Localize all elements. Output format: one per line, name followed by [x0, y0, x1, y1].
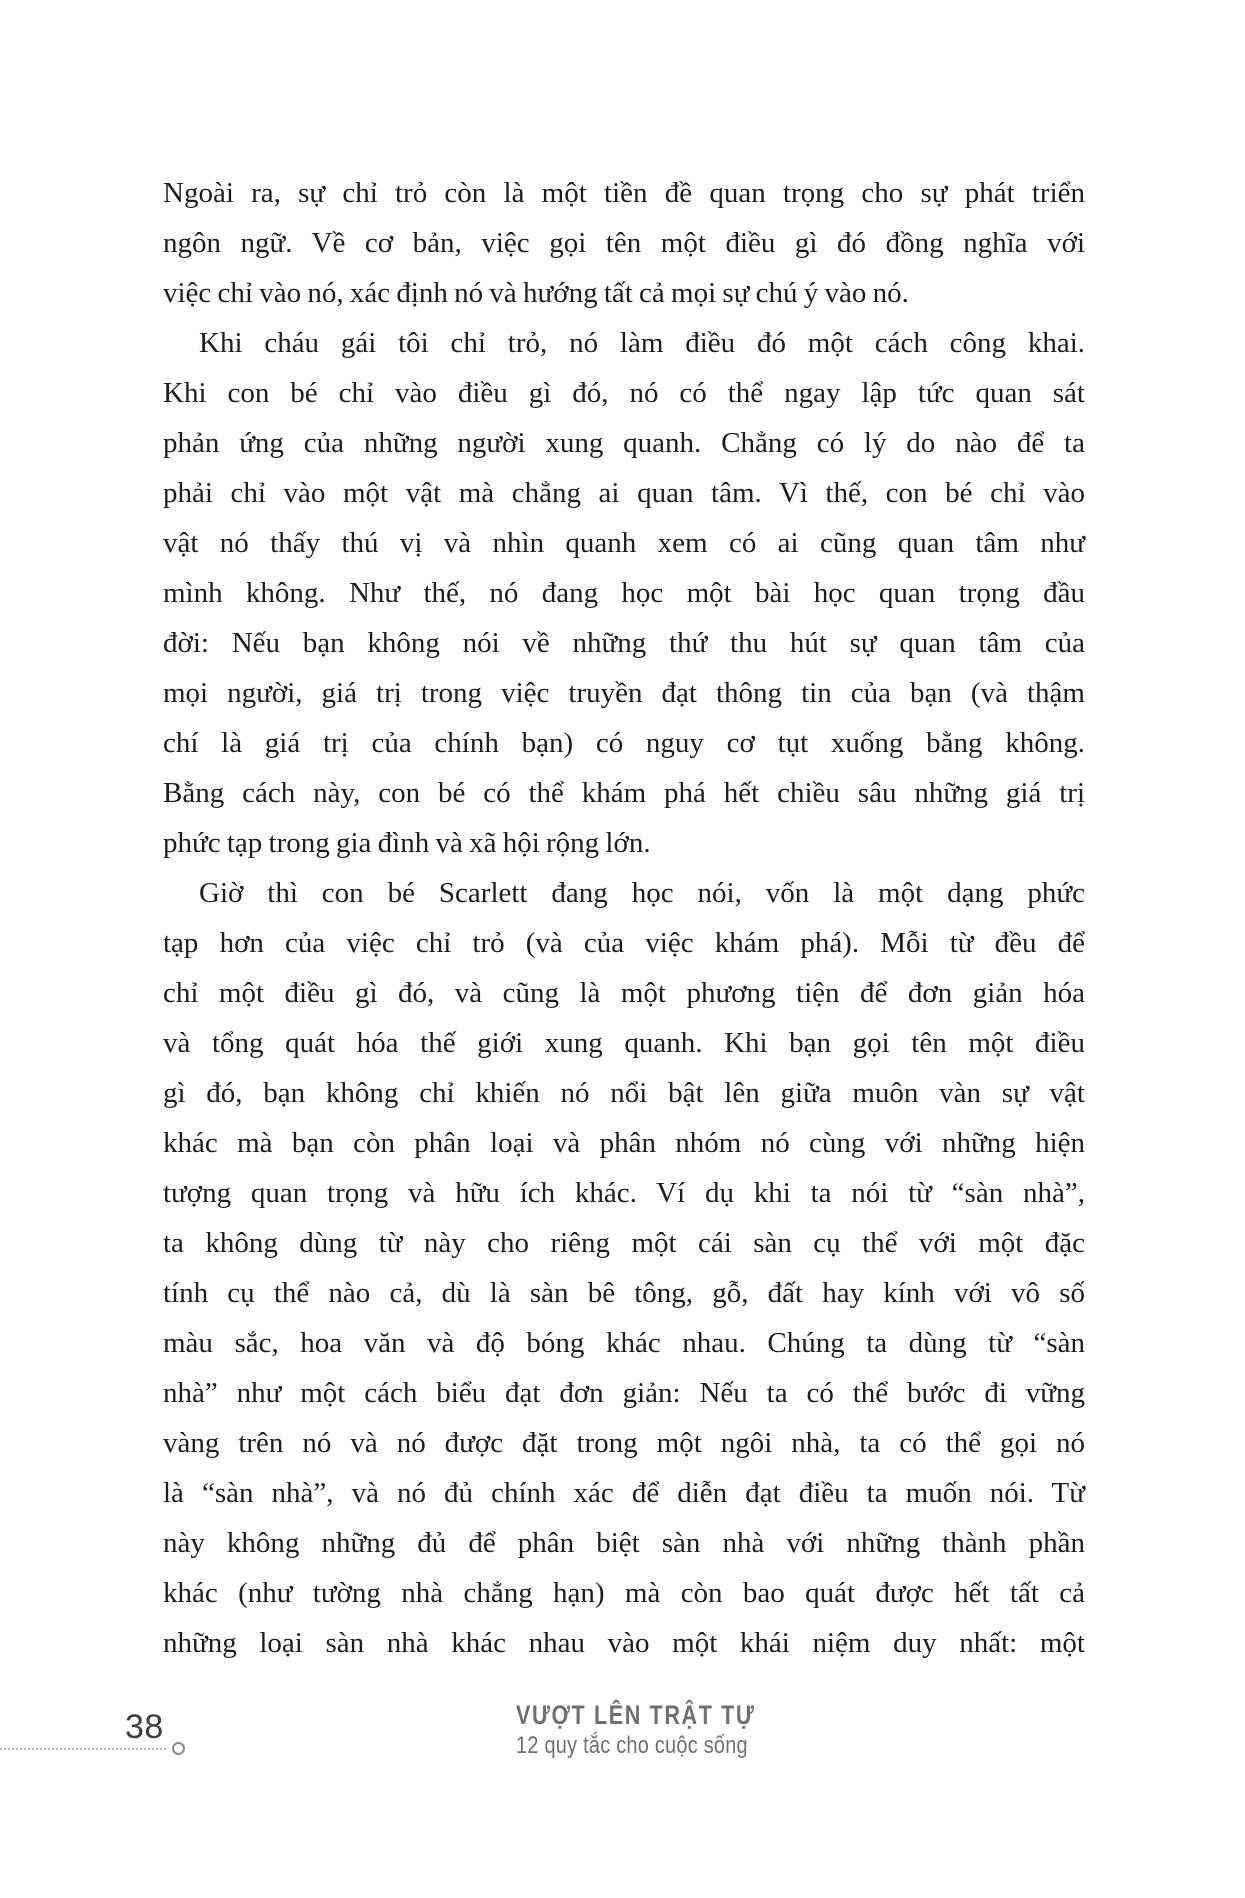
text-line: gì đó, bạn không chỉ khiến nó nổi bật lên giữa muôn vàn sự vật [163, 1077, 1085, 1109]
text-line: đời: Nếu bạn không nói về những thứ thu hút sự quan tâm của [163, 627, 1085, 659]
text-line: phải chỉ vào một vật mà chẳng ai quan tâm. Vì thế, con bé chỉ vào [163, 477, 1085, 509]
book-title: VƯỢT LÊN TRẬT TỰ [516, 1700, 756, 1730]
text-line: Khi cháu gái tôi chỉ trỏ, nó làm điều đó một cách công khai. [199, 327, 1085, 359]
text-line: vật nó thấy thú vị và nhìn quanh xem có ai cũng quan tâm như [163, 527, 1085, 559]
text-line: tạp hơn của việc chỉ trỏ (và của việc khám phá). Mỗi từ đều để [163, 927, 1085, 959]
text-line: Khi con bé chỉ vào điều gì đó, nó có thể ngay lập tức quan sát [163, 377, 1085, 409]
text-line: phản ứng của những người xung quanh. Chẳng có lý do nào để ta [163, 427, 1085, 459]
text-line: những loại sàn nhà khác nhau vào một khái niệm duy nhất: một [163, 1627, 1085, 1659]
text-line: ngôn ngữ. Về cơ bản, việc gọi tên một điều gì đó đồng nghĩa với [163, 227, 1085, 259]
text-line: mọi người, giá trị trong việc truyền đạt thông tin của bạn (và thậm [163, 677, 1085, 709]
text-line: chí là giá trị của chính bạn) có nguy cơ tụt xuống bằng không. [163, 727, 1085, 759]
text-line: tính cụ thể nào cả, dù là sàn bê tông, gỗ, đất hay kính với vô số [163, 1277, 1085, 1309]
book-subtitle: 12 quy tắc cho cuộc sống [516, 1732, 748, 1759]
text-line: khác (như tường nhà chẳng hạn) mà còn bao quát được hết tất cả [163, 1577, 1085, 1609]
text-line: nhà” như một cách biểu đạt đơn giản: Nếu ta có thể bước đi vững [163, 1377, 1085, 1409]
text-line: chỉ một điều gì đó, và cũng là một phương tiện để đơn giản hóa [163, 977, 1085, 1009]
text-line: tượng quan trọng và hữu ích khác. Ví dụ khi ta nói từ “sàn nhà”, [163, 1177, 1085, 1209]
dotted-leader-line [0, 1748, 166, 1750]
text-line: mình không. Như thế, nó đang học một bài học quan trọng đầu [163, 577, 1085, 609]
text-line: này không những đủ để phân biệt sàn nhà với những thành phần [163, 1527, 1085, 1559]
text-line: phức tạp trong gia đình và xã hội rộng lớn. [163, 827, 651, 859]
text-line: vàng trên nó và nó được đặt trong một ngôi nhà, ta có thể gọi nó [163, 1427, 1085, 1459]
book-info [516, 1700, 815, 1760]
text-line: Bằng cách này, con bé có thể khám phá hết chiều sâu những giá trị [163, 777, 1085, 809]
circle-ornament-icon [172, 1742, 185, 1755]
text-line: việc chỉ vào nó, xác định nó và hướng tất cả mọi sự chú ý vào nó. [163, 277, 909, 309]
page-number: 38 [125, 1708, 164, 1746]
text-line: và tổng quát hóa thế giới xung quanh. Khi bạn gọi tên một điều [163, 1027, 1085, 1059]
text-line: Giờ thì con bé Scarlett đang học nói, vốn là một dạng phức [199, 877, 1085, 909]
page-text [163, 168, 1085, 1668]
text-line: khác mà bạn còn phân loại và phân nhóm nó cùng với những hiện [163, 1127, 1085, 1159]
text-line: màu sắc, hoa văn và độ bóng khác nhau. Chúng ta dùng từ “sàn [163, 1327, 1085, 1359]
text-line: ta không dùng từ này cho riêng một cái sàn cụ thể với một đặc [163, 1227, 1085, 1259]
text-line: Ngoài ra, sự chỉ trỏ còn là một tiền đề quan trọng cho sự phát triển [163, 177, 1085, 209]
text-line: là “sàn nhà”, và nó đủ chính xác để diễn đạt điều ta muốn nói. Từ [163, 1477, 1085, 1509]
